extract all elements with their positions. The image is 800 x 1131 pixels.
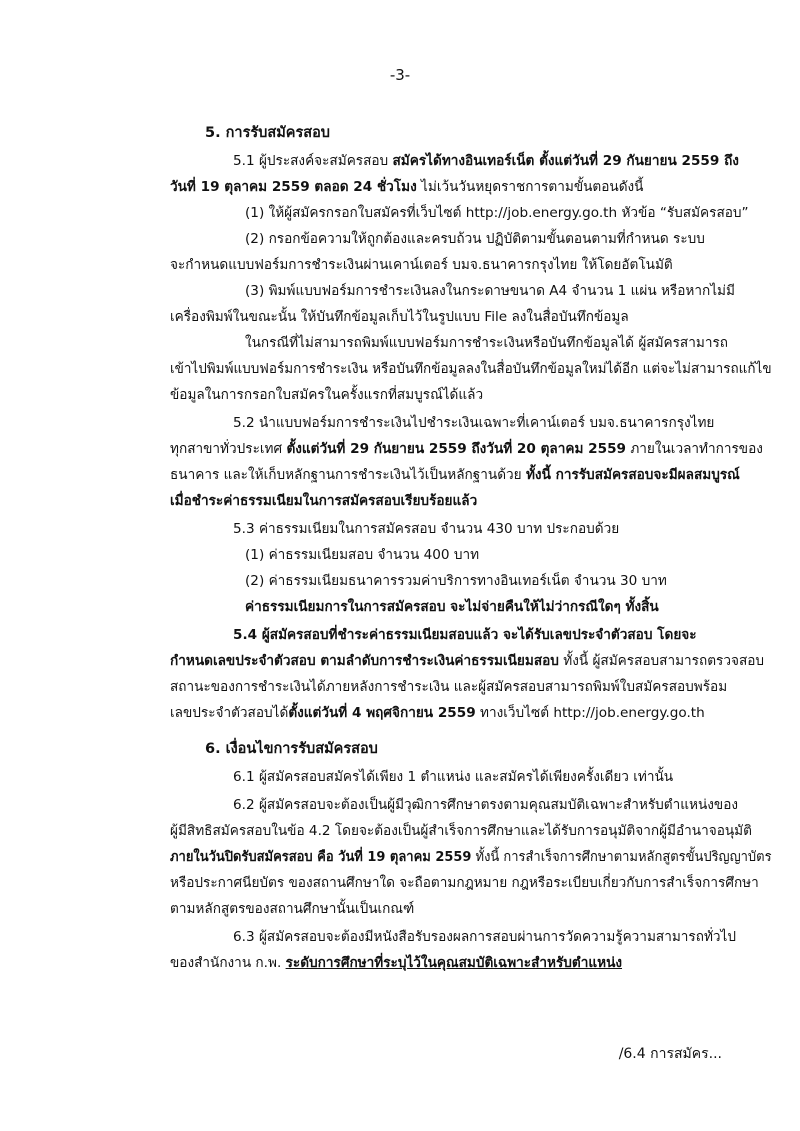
note-line-2: เข้าไปพิมพ์แบบฟอร์มการชำระเงิน หรือบันทึกข้อมูลลงในสื่อบันทึกข้อมูลใหม่ได้อีก แต่จะไม่สามารถแก้ไข bbox=[170, 361, 772, 377]
text: ธนาคาร และให้เก็บหลักฐานการชำระเงินไว้เป็นหลักฐานด้วย bbox=[170, 467, 526, 483]
step-2-line-1: (2) กรอกข้อความให้ถูกต้องและครบถ้วน ปฏิบัติตามขั้นตอนตามที่กำหนด ระบบ bbox=[245, 231, 705, 247]
section-5-heading: 5. การรับสมัครสอบ bbox=[205, 125, 331, 141]
step-3-line-2: เครื่องพิมพ์ในขณะนั้น ให้บันทึกข้อมูลเก็บไว้ในรูปแบบ File ลงในสื่อบันทึกข้อมูล bbox=[170, 309, 629, 325]
step-2-line-2: จะกำหนดแบบฟอร์มการชำระเงินผ่านเคาน์เตอร์ บมจ.ธนาคารกรุงไทย ให้โดยอัตโนมัติ bbox=[170, 257, 673, 273]
note-line-1: ในกรณีที่ไม่สามารถพิมพ์แบบฟอร์มการชำระเงินหรือบันทึกข้อมูลได้ ผู้สมัครสามารถ bbox=[245, 335, 728, 351]
para-6-2-line-4: หรือประกาศนียบัตร ของสถานศึกษาใด จะถือตามกฎหมาย กฎหรือระเบียบเกี่ยวกับการสำเร็จการศึกษา bbox=[170, 875, 759, 891]
para-6-3-line-2 bbox=[170, 952, 622, 974]
para-5-3-line-1: 5.3 ค่าธรรมเนียมในการสมัครสอบ จำนวน 430 บาท ประกอบด้วย bbox=[233, 521, 620, 537]
step-3-line-1: (3) พิมพ์แบบฟอร์มการชำระเงินลงในกระดาษขนาด A4 จำนวน 1 แผ่น หรือหากไม่มี bbox=[245, 283, 735, 299]
para-5-2-line-4 bbox=[170, 490, 477, 512]
note-line-3: ข้อมูลในการกรอกใบสมัครในครั้งแรกที่สมบูรณ์ได้แล้ว bbox=[170, 387, 484, 403]
bold-text: ค่าธรรมเนียมการในการสมัครสอบ จะไม่จ่ายคืนให้ไม่ว่ากรณีใดๆ ทั้งสิ้น bbox=[245, 599, 659, 615]
text: ทั้งนี้ การสำเร็จการศึกษาตามหลักสูตรขั้นปริญญาบัตร bbox=[471, 849, 772, 865]
bold-text: ภายในวันปิดรับสมัครสอบ คือ วันที่ 19 ตุลาคม 2559 bbox=[170, 849, 472, 865]
text: ทางเว็บไซต์ http://job.energy.go.th bbox=[475, 705, 705, 721]
para-6-1: 6.1 ผู้สมัครสอบสมัครได้เพียง 1 ตำแหน่ง และสมัครได้เพียงครั้งเดียว เท่านั้น bbox=[233, 769, 674, 785]
bold-text: สมัครได้ทางอินเทอร์เน็ต ตั้งแต่วันที่ 29 กันยายน 2559 ถึง bbox=[392, 153, 739, 169]
para-5-4-line-4 bbox=[170, 702, 705, 724]
bold-text: ตั้งแต่วันที่ 4 พฤศจิกายน 2559 bbox=[288, 705, 476, 721]
para-5-4-line-2 bbox=[170, 650, 764, 672]
para-6-2-line-3 bbox=[170, 846, 772, 868]
text: ภายในเวลาทำการของ bbox=[626, 441, 763, 457]
para-5-3-item-2: (2) ค่าธรรมเนียมธนาคารรวมค่าบริการทางอินเทอร์เน็ต จำนวน 30 บาท bbox=[245, 573, 667, 589]
para-5-4-line-1 bbox=[233, 624, 697, 646]
bold-text: วันที่ 19 ตุลาคม 2559 ตลอด 24 ชั่วโมง bbox=[170, 179, 417, 195]
para-5-1-line-2 bbox=[170, 176, 643, 198]
para-6-2-line-5: ตามหลักสูตรของสถานศึกษานั้นเป็นเกณฑ์ bbox=[170, 901, 415, 917]
text: ไม่เว้นวันหยุดราชการตามขั้นตอนดังนี้ bbox=[416, 179, 644, 195]
bold-underlined-text: ระดับการศึกษาที่ระบุไว้ในคุณสมบัติเฉพาะสำหรับตำแหน่ง bbox=[285, 955, 623, 971]
para-5-1-line-1 bbox=[233, 150, 739, 172]
para-6-2-line-2: ผู้มีสิทธิสมัครสอบในข้อ 4.2 โดยจะต้องเป็นผู้สำเร็จการศึกษาและได้รับการอนุมัติจากผู้มีอำนาจอนุมัติ bbox=[170, 823, 752, 839]
text: ของสำนักงาน ก.พ. bbox=[170, 955, 286, 971]
para-5-2-line-2 bbox=[170, 438, 763, 460]
step-1: (1) ให้ผู้สมัครกรอกใบสมัครที่เว็บไซต์ http://job.energy.go.th หัวข้อ “รับสมัครสอบ” bbox=[245, 205, 749, 221]
bold-text: เมื่อชำระค่าธรรมเนียมในการสมัครสอบเรียบร้อยแล้ว bbox=[170, 493, 478, 509]
para-5-3-item-1: (1) ค่าธรรมเนียมสอบ จำนวน 400 บาท bbox=[245, 547, 480, 563]
text: เลขประจำตัวสอบได้ bbox=[170, 705, 289, 721]
para-6-3-line-1: 6.3 ผู้สมัครสอบจะต้องมีหนังสือรับรองผลการสอบผ่านการวัดความรู้ความสามารถทั่วไป bbox=[233, 929, 737, 945]
para-6-2-line-1: 6.2 ผู้สมัครสอบจะต้องเป็นผู้มีวุฒิการศึกษาตรงตามคุณสมบัติเฉพาะสำหรับตำแหน่งของ bbox=[233, 797, 739, 813]
section-6-heading: 6. เงื่อนไขการรับสมัครสอบ bbox=[205, 741, 378, 757]
continuation-footer: /6.4 การสมัคร... bbox=[618, 1046, 722, 1062]
para-5-3-note bbox=[245, 596, 659, 618]
bold-text: กำหนดเลขประจำตัวสอบ ตามลำดับการชำระเงินค่าธรรมเนียมสอบ bbox=[170, 653, 559, 669]
bold-text: 5.4 ผู้สมัครสอบที่ชำระค่าธรรมเนียมสอบแล้ว จะได้รับเลขประจำตัวสอบ โดยจะ bbox=[233, 627, 697, 643]
text: ทุกสาขาทั่วประเทศ bbox=[170, 441, 287, 457]
bold-text: ทั้งนี้ การรับสมัครสอบจะมีผลสมบูรณ์ bbox=[525, 467, 740, 483]
para-5-2-line-3 bbox=[170, 464, 740, 486]
para-5-2-line-1: 5.2 นำแบบฟอร์มการชำระเงินไปชำระเงินเฉพาะที่เคาน์เตอร์ บมจ.ธนาคารกรุงไทย bbox=[233, 415, 715, 431]
bold-text: ตั้งแต่วันที่ 29 กันยายน 2559 ถึงวันที่ 20 ตุลาคม 2559 bbox=[286, 441, 626, 457]
para-5-4-line-3: สถานะของการชำระเงินได้ภายหลังการชำระเงิน และผู้สมัครสอบสามารถพิมพ์ใบสมัครสอบพร้อม bbox=[170, 679, 728, 695]
page-number: -3- bbox=[389, 66, 411, 84]
text: ทั้งนี้ ผู้สมัครสอบสามารถตรวจสอบ bbox=[558, 653, 765, 669]
text: 5.1 ผู้ประสงค์จะสมัครสอบ bbox=[233, 153, 393, 169]
